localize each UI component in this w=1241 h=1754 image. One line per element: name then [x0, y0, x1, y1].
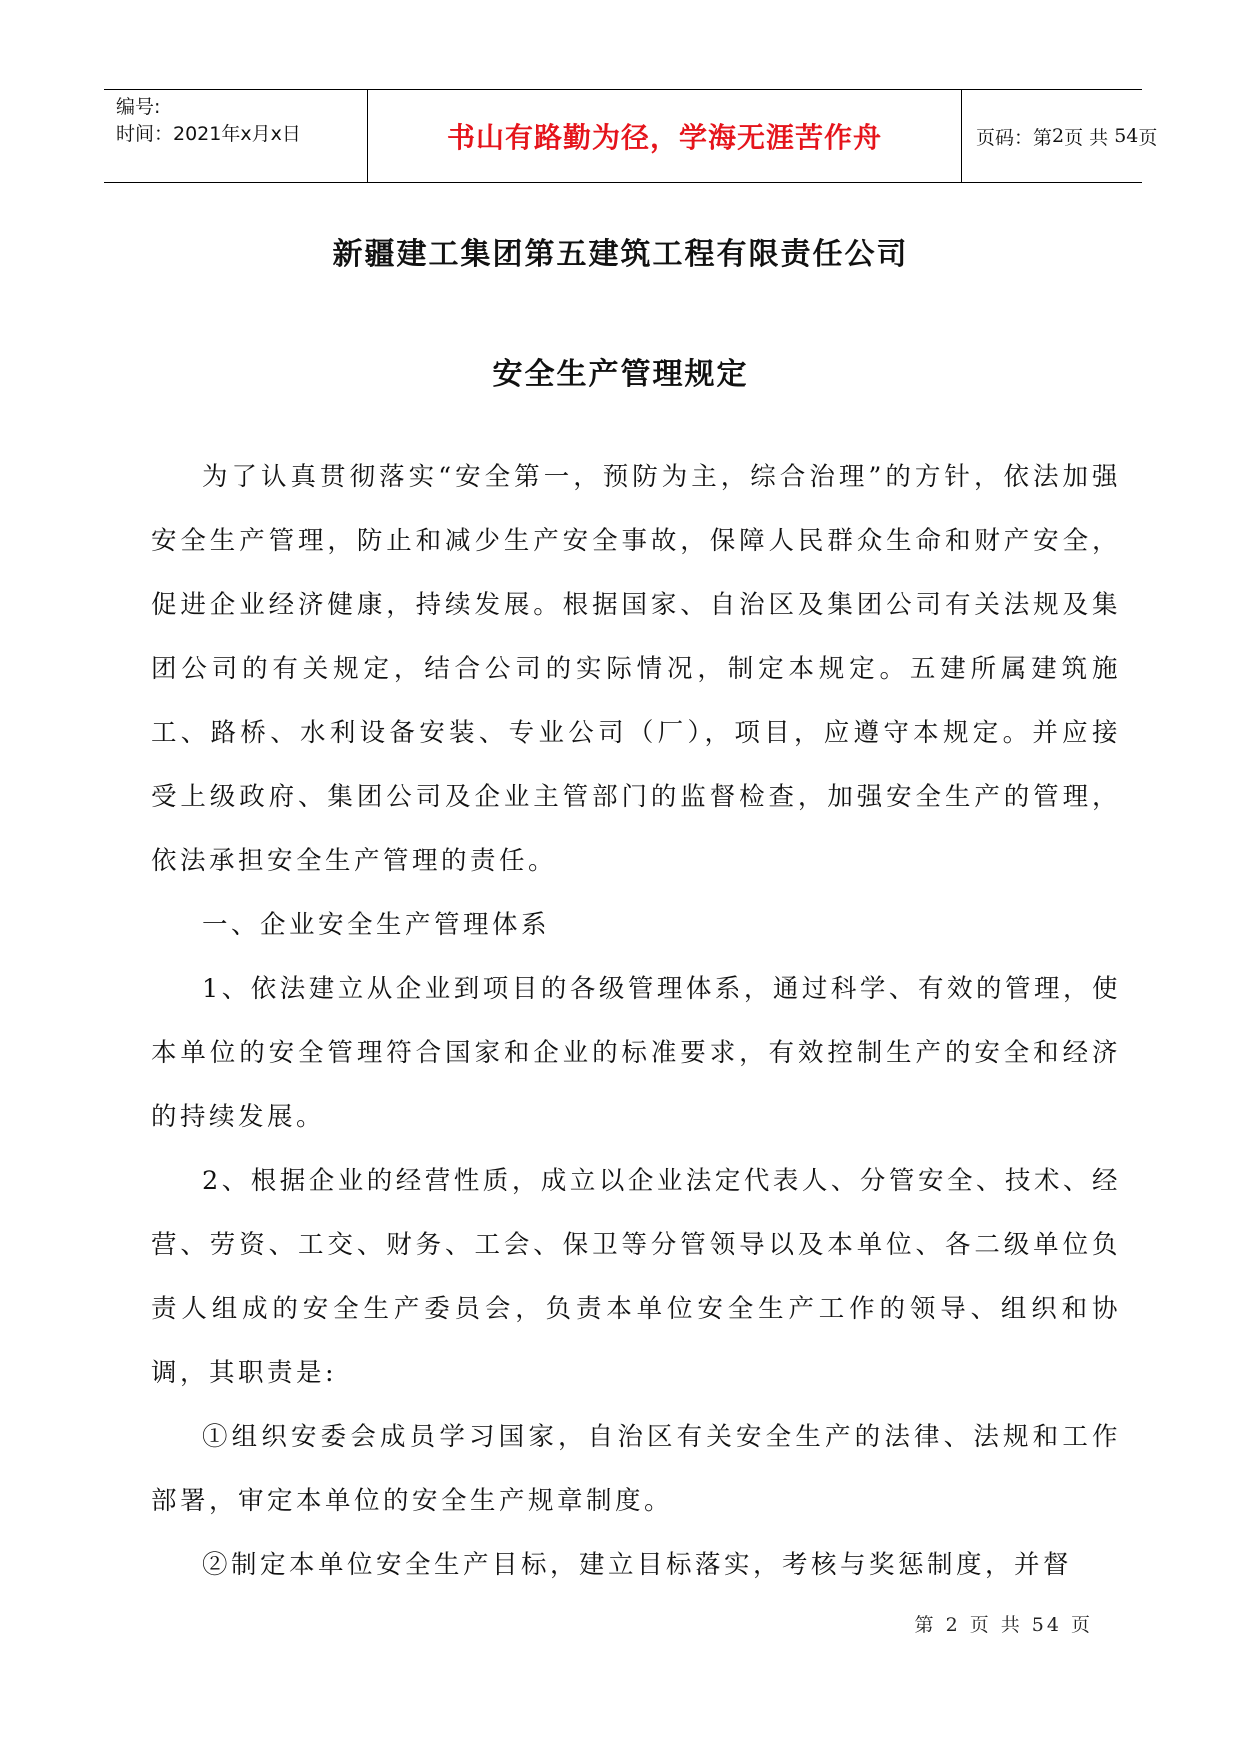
page-prefix: 页码：第 [976, 126, 1053, 149]
paragraph: 为了认真贯彻落实“安全第一，预防为主，综合治理”的方针，依法加强安全生产管理，防止和减少生产安全事故，保障人民群众生命和财产安全，促进企业经济健康，持续发展。根据国家、自治区及集团公司有关法规及集团公司的有关规定，结合公司的实际情况，制定本规定。五建所属建筑施工、路桥、水利设备安装、专业公司（厂），项目，应遵守本规定。并应接受上级政府、集团公司及企业主管部门的监督检查，加强安全生产的管理，依法承担安全生产管理的责任。 [151, 462, 1121, 876]
document-time-label: 时间：2021年x月x日 [116, 123, 301, 145]
document-title: 安全生产管理规定 [492, 357, 749, 392]
header-info-cell [104, 90, 368, 182]
header-motto: 书山有路勤为径，学海无涯苦作舟 [368, 90, 962, 182]
page-total: 54 [1114, 125, 1139, 147]
document-number-label: 编号: [116, 96, 161, 118]
paragraph: 2、根据企业的经营性质，成立以企业法定代表人、分管安全、技术、经营、劳资、工交、财务、工会、保卫等分管领导以及本单位、各二级单位负责人组成的安全生产委员会，负责本单位安全生产工作的领导、组织和协调，其职责是: [151, 1166, 1121, 1388]
page-mid: 页 共 [1064, 126, 1109, 149]
page-current: 2 [1052, 125, 1065, 147]
paragraph: ②制定本单位安全生产目标，建立目标落实，考核与奖惩制度，并督 [202, 1550, 1073, 1580]
paragraph: ①组织安委会成员学习国家，自治区有关安全生产的法律、法规和工作部署，审定本单位的安全生产规章制度。 [151, 1422, 1121, 1516]
page-suffix: 页 [1138, 126, 1158, 149]
header-page-info [962, 90, 1158, 182]
document-body [151, 445, 1121, 1597]
page-footer: 第 2 页 共 54 页 [914, 1614, 1093, 1636]
section-heading: 一、企业安全生产管理体系 [202, 910, 551, 940]
paragraph: 1、依法建立从企业到项目的各级管理体系，通过科学、有效的管理，使本单位的安全管理符合国家和企业的标准要求，有效控制生产的安全和经济的持续发展。 [151, 974, 1121, 1132]
page-header [104, 89, 1158, 183]
company-title: 新疆建工集团第五建筑工程有限责任公司 [332, 237, 909, 272]
